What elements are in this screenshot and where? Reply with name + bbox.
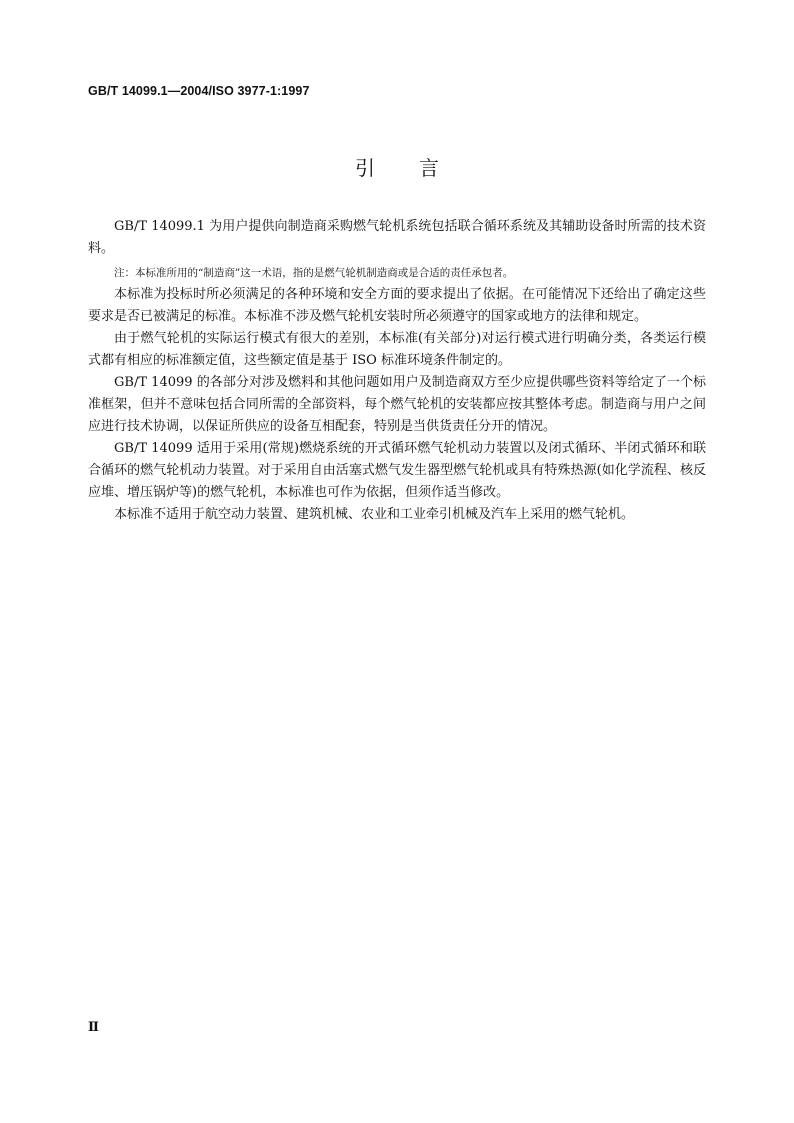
paragraph-scope: GB/T 14099.1 为用户提供向制造商采购燃气轮机系统包括联合循环系统及其辅助设备时所需的技术资料。 xyxy=(88,219,706,256)
paragraph-framework: GB/T 14099 的各部分对涉及燃料和其他问题如用户及制造商双方至少应提供哪些资料等给定了一个标准框架，但并不意味包括合同所需的全部资料，每个燃气轮机的安装都应按其整体考虑。制造商与用户之间应进行技术协调，以保证所供应的设备互相配套，特别是当供货责任分开的情况。 xyxy=(88,375,706,434)
note-manufacturer-term: 注：本标准所用的“制造商”这一术语，指的是燃气轮机制造商或是合适的责任承包者。 xyxy=(114,267,514,279)
page-number: Ⅱ xyxy=(88,1020,99,1035)
paragraph-operating-modes: 由于燃气轮机的实际运行模式有很大的差别，本标准(有关部分)对运行模式进行明确分类，各类运行模式都有相应的标准额定值，这些额定值是基于 ISO 标准环境条件制定的。 xyxy=(88,331,706,368)
paragraph-applicability: GB/T 14099 适用于采用(常规)燃烧系统的开式循环燃气轮机动力装置以及闭式循环、半闭式循环和联合循环的燃气轮机动力装置。对于采用自由活塞式燃气发生器型燃气轮机或具有特殊热源(如化学流程、核反应堆、增压锅炉等)的燃气轮机，本标准也可作为依据，但须作适当修改。 xyxy=(88,441,706,500)
document-body xyxy=(88,216,706,526)
paragraph-exclusions: 本标准不适用于航空动力装置、建筑机械、农业和工业牵引机械及汽车上采用的燃气轮机。 xyxy=(114,507,635,522)
page-title: 引言 xyxy=(355,156,483,180)
paragraph-requirements: 本标准为投标时所必须满足的各种环境和安全方面的要求提出了依据。在可能情况下还给出了确定这些要求是否已被满足的标准。本标准不涉及燃气轮机安装时所必须遵守的国家或地方的法律和规定。 xyxy=(88,287,706,324)
standard-number-header: GB/T 14099.1—2004/ISO 3977-1:1997 xyxy=(88,84,310,98)
